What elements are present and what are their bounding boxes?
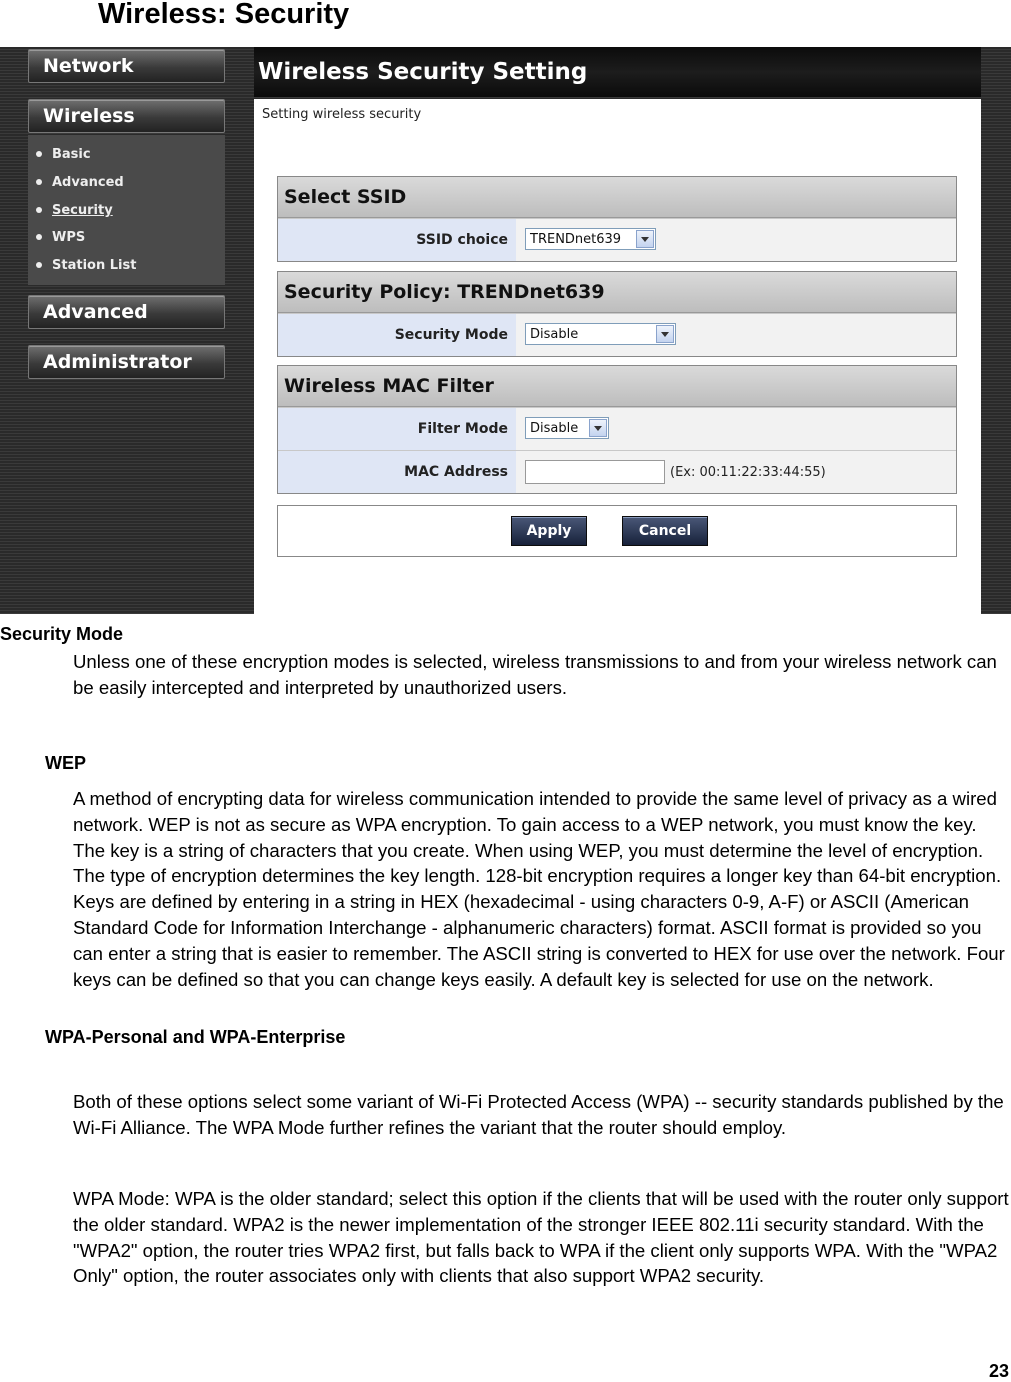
ssid-row <box>278 218 956 261</box>
router-screenshot <box>0 47 1011 614</box>
wep-heading: WEP <box>45 753 87 773</box>
wireless-submenu <box>28 135 225 285</box>
panel-title: Wireless Security Setting <box>254 47 981 97</box>
security-policy-section <box>277 271 957 357</box>
nav-advanced-button[interactable]: Advanced <box>28 295 225 329</box>
nav-wireless-button[interactable]: Wireless <box>28 99 225 133</box>
panel-subtitle: Setting wireless security <box>262 107 422 122</box>
bullet-icon <box>36 179 42 185</box>
page-title: Wireless: Security <box>98 0 350 30</box>
wpa-mode-text: WPA Mode: WPA is the older standard; select this option if the clients that will be used with the router only support the older standard. WPA2 is the newer implementation of the stronger IEEE 802.11i security standard. With the "WPA2" option, the router tries WPA2 first, but falls back to WPA if the client only supports WPA. With the "WPA2 Only" option, the router associates only with clients that also support WPA2 security. <box>73 1188 1009 1287</box>
security-mode-heading: Security Mode <box>0 624 124 644</box>
security-mode-label: Security Mode <box>278 314 516 356</box>
wpa-heading: WPA-Personal and WPA-Enterprise <box>45 1027 346 1047</box>
filter-mode-label: Filter Mode <box>278 408 516 450</box>
apply-button[interactable]: Apply <box>511 516 587 546</box>
security-mode-row <box>278 313 956 356</box>
nav-administrator-button[interactable]: Administrator <box>28 345 225 379</box>
page-number: 23 <box>988 1361 1009 1381</box>
nav-network-button[interactable]: Network <box>28 49 225 83</box>
filter-mode-row <box>278 407 956 450</box>
select-ssid-section <box>277 176 957 262</box>
submenu-item-basic[interactable]: Basic <box>36 147 91 162</box>
chevron-down-icon[interactable] <box>589 419 607 437</box>
submenu-item-security[interactable]: Security <box>36 203 113 218</box>
ssid-label: SSID choice <box>278 219 516 261</box>
security-mode-select[interactable]: Disable <box>525 323 676 345</box>
mac-address-label: MAC Address <box>278 451 516 493</box>
bullet-icon <box>36 234 42 240</box>
mac-address-row <box>278 450 956 493</box>
ssid-select[interactable]: TRENDnet639 <box>525 228 656 250</box>
chevron-down-icon[interactable] <box>656 325 674 343</box>
wpa-text: Both of these options select some variant of Wi-Fi Protected Access (WPA) -- security standards published by the Wi-Fi Alliance. The WPA Mode further refines the variant that the router should employ. <box>73 1091 1004 1138</box>
mac-filter-section <box>277 365 957 494</box>
bullet-icon <box>36 262 42 268</box>
security-mode-text: Unless one of these encryption modes is selected, wireless transmissions to and from your wireless network can be easily intercepted and interpreted by unauthorized users. <box>73 651 997 698</box>
chevron-down-icon[interactable] <box>636 230 654 248</box>
submenu-item-advanced[interactable]: Advanced <box>36 175 124 190</box>
mac-address-hint: (Ex: 00:11:22:33:44:55) <box>670 465 826 480</box>
filter-mode-select[interactable]: Disable <box>525 417 609 439</box>
bullet-icon <box>36 151 42 157</box>
wep-text: A method of encrypting data for wireless communication intended to provide the same level of privacy as a wired network. WEP is not as secure as WPA encryption. To gain access to a WEP network, you must know the key. The key is a string of characters that you create. When using WEP, you must determine the level of encryption. The type of encryption determines the key length. 128-bit encryption requires a longer key than 64-bit encryption. Keys are defined by entering in a string in HEX (hexadecimal - using characters 0-9, A-F) or ASCII (American Standard Code for Information Interchange - alphanumeric characters) format. ASCII format is provided so you can enter a string that is easier to remember. The ASCII string is converted to HEX for use over the network. Four keys can be defined so that you can change keys easily. A default key is selected for use on the network. <box>73 788 1005 990</box>
submenu-item-station-list[interactable]: Station List <box>36 258 136 273</box>
bullet-icon <box>36 207 42 213</box>
panel-body <box>254 99 981 614</box>
section-title: Wireless MAC Filter <box>278 366 956 407</box>
section-title: Select SSID <box>278 177 956 218</box>
submenu-item-wps[interactable]: WPS <box>36 230 85 245</box>
mac-address-input[interactable] <box>525 460 665 484</box>
frame-strip <box>983 47 1011 614</box>
section-title: Security Policy: TRENDnet639 <box>278 272 956 313</box>
action-buttons-section <box>277 505 957 557</box>
cancel-button[interactable]: Cancel <box>622 516 708 546</box>
